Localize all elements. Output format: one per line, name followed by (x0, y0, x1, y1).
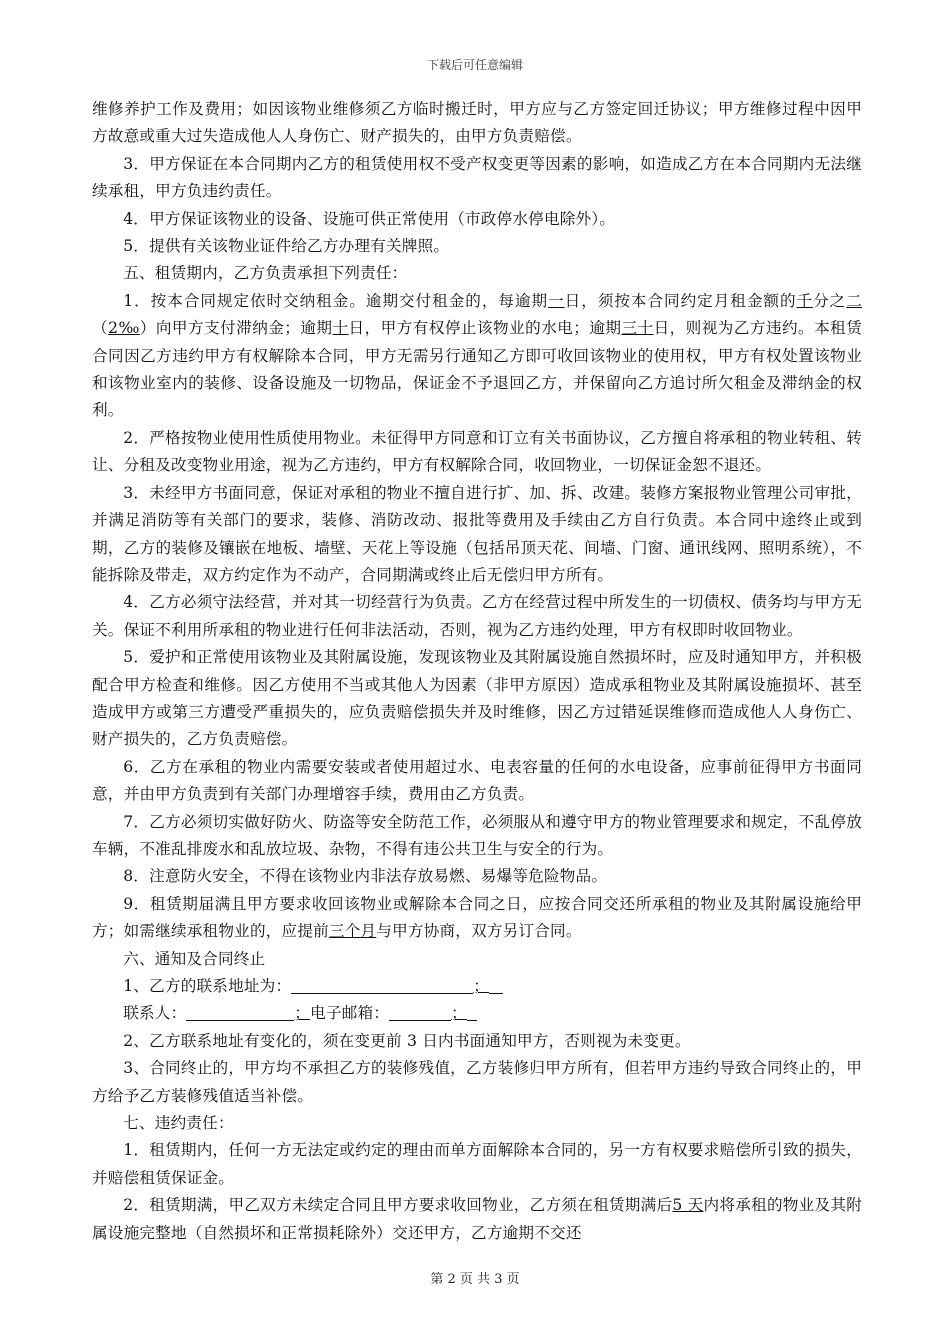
underlined-value: 十 (332, 319, 349, 338)
paragraph: 5．爱护和正常使用该物业及其附属设施，发现该物业及其附属设施自然损坏时，应及时通知甲方，并积极配合甲方检查和维修。因乙方使用不当或其他人为因素（非甲方原因）造成承租物业及其附属设施损坏、甚至造成甲方或第三方遭受严重损失的，应负责赔偿损失并及时维修，因乙方过错延误维修而造成他人人身伤亡、财产损失的，乙方负责赔偿。 (92, 648, 862, 749)
text-run: 日，则视为乙方违约。本租赁合同因乙方违约甲方有权解除本合同，甲方无需另行通知乙方即可收回该物业的使用权，甲方有权处置该物业和该物业室内的装修、设备设施及一切物品，保证金不予退回乙方，并保留向乙方追讨所欠租金及滞纳金的权利。 (92, 319, 863, 420)
section-heading: 七、违约责任： (123, 1114, 234, 1133)
address-line (92, 973, 862, 1000)
paragraph: 2、乙方联系地址有变化的，须在变更前 3 日内书面通知甲方，否则视为未变更。 (123, 1031, 691, 1050)
underlined-value: 5 天 (672, 1196, 704, 1215)
section-heading: 六、通知及合同终止 (123, 949, 266, 968)
paragraph (92, 891, 862, 946)
underlined-value: 2‰ (108, 319, 140, 338)
text-run: ； (451, 1004, 467, 1023)
address-blank[interactable] (291, 975, 473, 994)
underlined-value: 三十 (621, 319, 654, 338)
underlined-value: 三个月 (328, 922, 377, 941)
text-run: 9．租赁期届满且甲方要求收回该物业或解除本合同之日，应按合同交还所承租的物业及其附属设施给甲方；如需继续承租物业的，应提前 (92, 894, 862, 941)
text-run: ； (473, 977, 490, 995)
text-run: 1、乙方的联系地址为： (123, 977, 292, 995)
paragraph: 3、合同终止的，甲方均不承担乙方的装修残值，乙方装修归甲方所有，但若甲方违约导致合同终止的，甲方给予乙方装修残值适当补偿。 (92, 1059, 862, 1105)
contact-person-blank[interactable] (186, 1002, 294, 1021)
text-run: 电子邮箱： (310, 1004, 390, 1023)
text-run: 与甲方协商，双方另订合同。 (376, 922, 582, 941)
section-heading: 五、租赁期内，乙方负责承担下列责任： (123, 264, 408, 283)
paragraph: 5．提供有关该物业证件给乙方办理有关牌照。 (123, 237, 450, 256)
paragraph: 4．甲方保证该物业的设备、设施可供正常使用（市政停水停电除外）。 (123, 209, 616, 228)
contact-line (92, 1000, 862, 1027)
page-header: 下载后可任意编辑 (426, 58, 523, 72)
paragraph: 2．严格按物业使用性质使用物业。未征得甲方同意和订立有关书面协议，乙方擅自将承租的物业转租、转让、分租及改变物业用途，视为乙方违约，甲方有权解除合同，收回物业，一切保证金恕不退还。 (92, 428, 862, 475)
text-run: 分之 (813, 291, 847, 310)
paragraph (92, 288, 862, 425)
paragraph: 4．乙方必须守法经营，并对其一切经营行为负责。乙方在经营过程中所发生的一切债权、债务均与甲方无关。保证不利用所承租的物业进行任何非法活动，否则，视为乙方违约处理，甲方有权即时收回物业。 (92, 593, 862, 639)
text-run: 1．按本合同规定依时交纳租金。逾期交付租金的，每逾期 (123, 291, 549, 310)
document-body (92, 96, 862, 1247)
paragraph: 3．甲方保证在本合同期内乙方的租赁使用权不受产权变更等因素的影响，如造成乙方在本合同期内无法继续承租，甲方负违约责任。 (92, 154, 862, 201)
paragraph: 6．乙方在承租的物业内需要安装或者使用超过水、电表容量的任何的水电设备，应事前征得甲方书面同意，并由甲方负责到有关部门办理增容手续，费用由乙方负责。 (92, 757, 862, 804)
paragraph: 8．注意防火安全，不得在该物业内非法存放易燃、易爆等危险物品。 (123, 867, 608, 886)
text-run: 内将承租的物业及其附属设施完整地（自然损坏和正常损耗除外）交还甲方，乙方逾期不交还 (92, 1196, 863, 1242)
paragraph: 1．租赁期内，任何一方无法定或约定的理由而单方面解除本合同的，另一方有权要求赔偿所引致的损失，并赔偿租赁保证金。 (92, 1141, 862, 1187)
blank-underline (467, 1002, 477, 1021)
text-run: 日，甲方有权停止该物业的水电；逾期 (348, 319, 622, 338)
paragraph (92, 1192, 862, 1247)
paragraph: 维修养护工作及费用；如因该物业维修须乙方临时搬迁时，甲方应与乙方签定回迁协议；甲方维修过程中因甲方故意或重大过失造成他人人身伤亡、财产损失的，由甲方负责赔偿。 (92, 100, 862, 146)
page-footer: 第 2 页 共 3 页 (430, 1272, 520, 1287)
text-run: 2．租赁期满，甲乙双方未续定合同且甲方要求收回物业，乙方须在租赁期满后 (123, 1196, 673, 1215)
text-run: （ (92, 319, 109, 338)
underlined-value: 千 (796, 291, 814, 310)
text-run: ； (294, 1004, 311, 1023)
underlined-value: 二 (846, 291, 862, 310)
text-run: ）向甲方支付滞纳金；逾期 (139, 319, 333, 338)
text-run: 联系人： (123, 1004, 187, 1023)
paragraph: 7．乙方必须切实做好防火、防盗等安全防范工作，必须服从和遵守甲方的物业管理要求和规定，不乱停放车辆，不准乱排废水和乱放垃圾、杂物，不得有违公共卫生与安全的行为。 (92, 812, 862, 858)
text-run: 日，须按本合同约定月租金额的 (564, 291, 797, 310)
email-blank[interactable] (389, 1002, 451, 1021)
paragraph: 3．未经甲方书面同意，保证对承租的物业不擅自进行扩、加、拆、改建。装修方案报物业管理公司审批，并满足消防等有关部门的要求，装修、消防改动、报批等费用及手续由乙方自行负责。本合同中途终止或到期，乙方的装修及镶嵌在地板、墙壁、天花上等设施（包括吊顶天花、间墙、门窗、通讯线网、照明系统），不能拆除及带走，双方约定作为不动产，合同期满或终止后无偿归甲方所有。 (92, 483, 862, 584)
underlined-value: 一 (548, 291, 565, 310)
blank-underline (489, 975, 503, 994)
